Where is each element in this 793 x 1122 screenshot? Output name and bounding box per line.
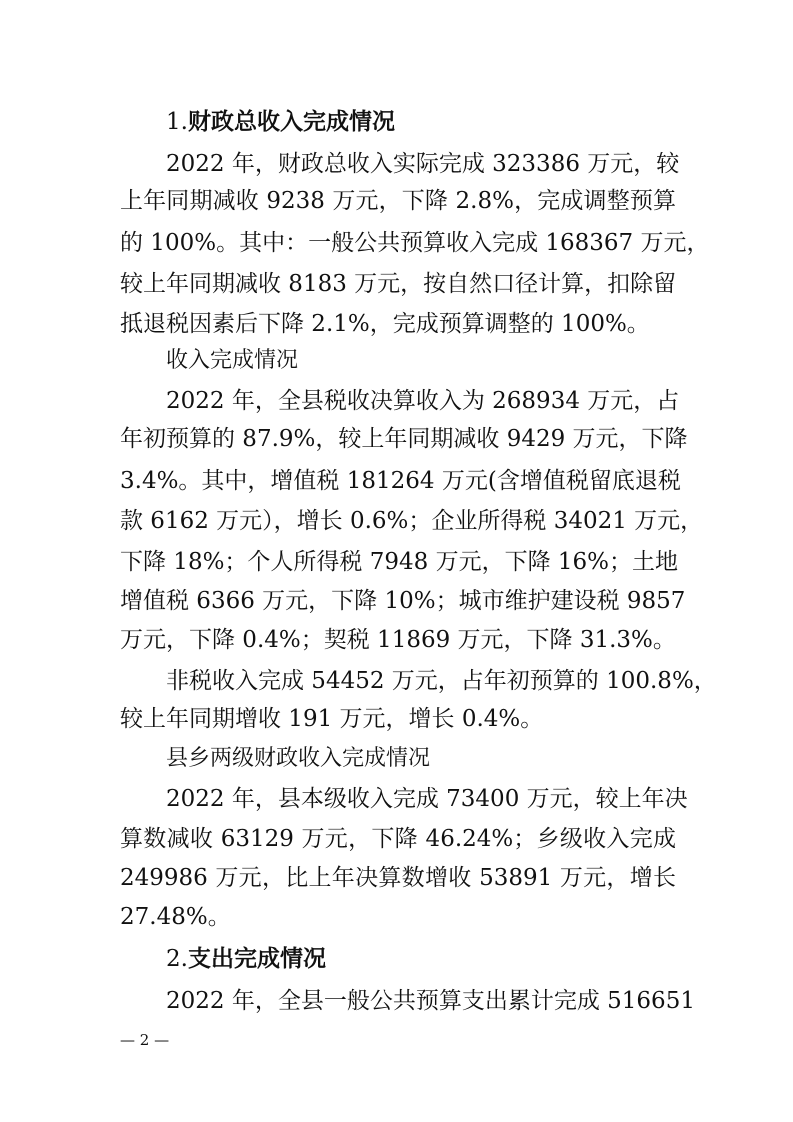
subheading-income: 收入完成情况 xyxy=(166,348,299,373)
section-1-number: 1. xyxy=(166,109,188,135)
paragraph-line: 增值税 6366 万元，下降 10%；城市维护建设税 9857 xyxy=(120,588,686,614)
section-2-heading xyxy=(166,943,326,975)
paragraph-line: 较上年同期增收 191 万元，增长 0.4%。 xyxy=(120,706,544,732)
paragraph-line: 款 6162 万元），增长 0.6%；企业所得税 34021 万元， xyxy=(120,508,704,534)
paragraph-line: 2022 年，县本级收入完成 73400 万元，较上年决 xyxy=(166,786,688,812)
paragraph-line: 非税收入完成 54452 万元，占年初预算的 100.8%， xyxy=(166,668,717,694)
paragraph-line: 2022 年，全县一般公共预算支出累计完成 516651 xyxy=(166,988,695,1014)
paragraph-line: 万元，下降 0.4%；契税 11869 万元，下降 31.3%。 xyxy=(120,627,676,653)
page-number: — 2 — xyxy=(120,1031,170,1049)
section-1-title: 财政总收入完成情况 xyxy=(187,109,395,135)
section-1-heading xyxy=(166,106,395,138)
paragraph-line: 年初预算的 87.9%，较上年同期减收 9429 万元，下降 xyxy=(120,426,688,452)
subheading-county-township: 县乡两级财政收入完成情况 xyxy=(166,746,431,771)
paragraph-line: 2022 年，全县税收决算收入为 268934 万元，占 xyxy=(166,388,680,414)
paragraph-line: 249986 万元，比上年决算数增收 53891 万元，增长 xyxy=(120,865,676,891)
paragraph-line: 2022 年，财政总收入实际完成 323386 万元，较 xyxy=(166,151,680,177)
section-2-title: 支出完成情况 xyxy=(187,946,326,972)
paragraph-line: 算数减收 63129 万元，下降 46.24%；乡级收入完成 xyxy=(120,826,676,852)
paragraph-line: 27.48%。 xyxy=(120,904,231,930)
paragraph-line: 的 100%。其中：一般公共预算收入完成 168367 万元， xyxy=(120,230,710,256)
paragraph-line: 较上年同期减收 8183 万元，按自然口径计算，扣除留 xyxy=(120,271,677,297)
section-2-number: 2. xyxy=(166,946,188,972)
paragraph-line: 上年同期减收 9238 万元，下降 2.8%，完成调整预算 xyxy=(120,188,676,214)
paragraph-line: 抵退税因素后下降 2.1%，完成预算调整的 100%。 xyxy=(120,311,650,337)
paragraph-line: 3.4%。其中，增值税 181264 万元(含增值税留底退税 xyxy=(120,468,681,494)
paragraph-line: 下降 18%；个人所得税 7948 万元，下降 16%；土地 xyxy=(120,549,679,575)
